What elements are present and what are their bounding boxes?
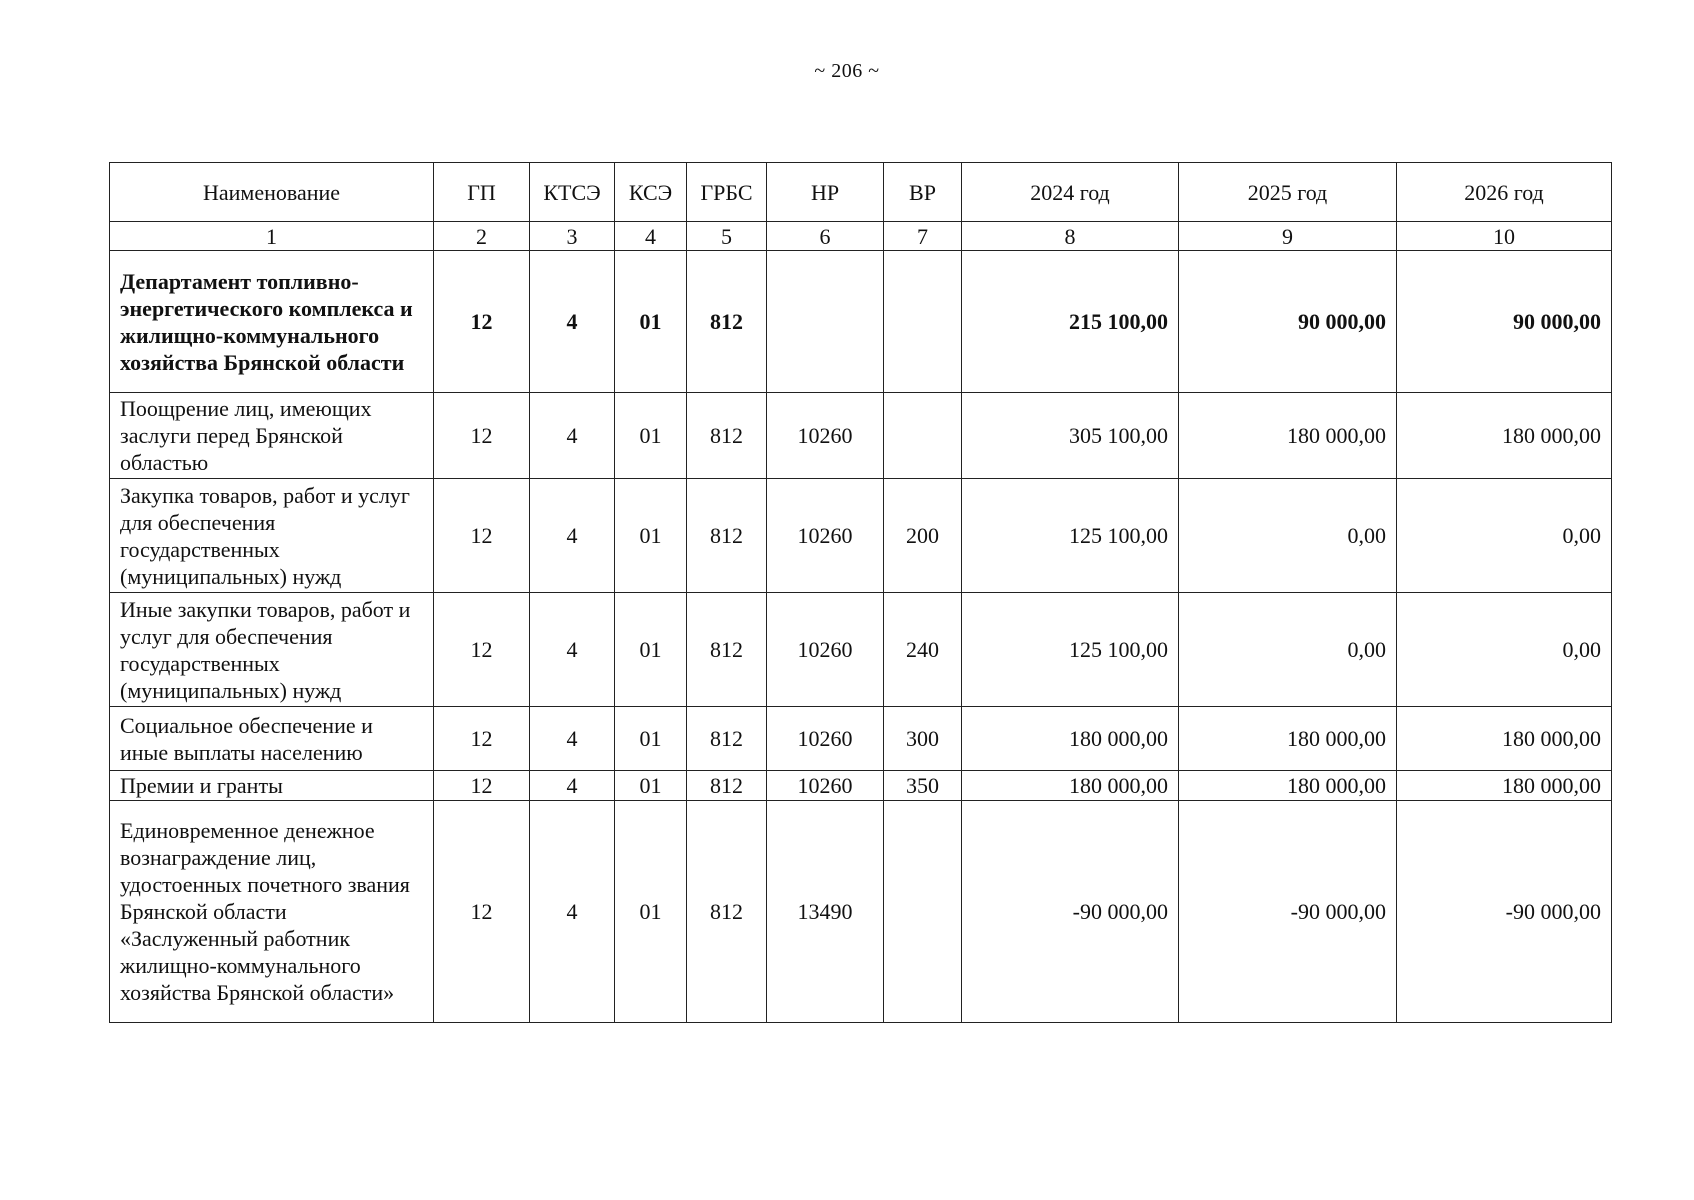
cell-2026: 0,00 — [1397, 593, 1612, 707]
cell-2025: 0,00 — [1179, 593, 1397, 707]
cell-vr: 200 — [884, 479, 962, 593]
cell-2024: 305 100,00 — [962, 393, 1179, 479]
table-row — [110, 801, 1612, 1023]
cell-2026: 180 000,00 — [1397, 707, 1612, 771]
cell-nr: 10260 — [767, 771, 884, 801]
column-number: 3 — [530, 222, 615, 251]
cell-ktse: 4 — [530, 393, 615, 479]
table-row — [110, 251, 1612, 393]
cell-2026: 180 000,00 — [1397, 393, 1612, 479]
cell-vr — [884, 393, 962, 479]
column-number: 6 — [767, 222, 884, 251]
cell-2024: 125 100,00 — [962, 479, 1179, 593]
cell-2025: 180 000,00 — [1179, 771, 1397, 801]
cell-nr: 13490 — [767, 801, 884, 1023]
cell-ktse: 4 — [530, 707, 615, 771]
cell-nr: 10260 — [767, 593, 884, 707]
budget-table — [109, 162, 1612, 1023]
column-number: 7 — [884, 222, 962, 251]
header-gp: ГП — [434, 163, 530, 222]
cell-kse: 01 — [615, 593, 687, 707]
table-row — [110, 479, 1612, 593]
cell-gp: 12 — [434, 593, 530, 707]
cell-vr — [884, 251, 962, 393]
cell-nr — [767, 251, 884, 393]
cell-gp: 12 — [434, 707, 530, 771]
cell-gp: 12 — [434, 801, 530, 1023]
header-name: Наименование — [110, 163, 434, 222]
cell-2024: 125 100,00 — [962, 593, 1179, 707]
cell-2024: 180 000,00 — [962, 707, 1179, 771]
cell-gp: 12 — [434, 771, 530, 801]
column-number: 10 — [1397, 222, 1612, 251]
column-number: 8 — [962, 222, 1179, 251]
cell-grbs: 812 — [687, 393, 767, 479]
header-kse: КСЭ — [615, 163, 687, 222]
cell-ktse: 4 — [530, 801, 615, 1023]
row-name: Единовременное денежное вознаграждение лиц, удостоенных почетного звания Брянской области «Заслуженный работник жилищно-коммунального хозяйства Брянской области» — [110, 801, 434, 1023]
cell-kse: 01 — [615, 707, 687, 771]
table-row — [110, 393, 1612, 479]
cell-kse: 01 — [615, 393, 687, 479]
cell-grbs: 812 — [687, 771, 767, 801]
cell-gp: 12 — [434, 393, 530, 479]
cell-vr: 300 — [884, 707, 962, 771]
cell-kse: 01 — [615, 771, 687, 801]
column-number: 9 — [1179, 222, 1397, 251]
cell-2025: 180 000,00 — [1179, 707, 1397, 771]
cell-ktse: 4 — [530, 593, 615, 707]
cell-kse: 01 — [615, 479, 687, 593]
cell-kse: 01 — [615, 251, 687, 393]
cell-grbs: 812 — [687, 479, 767, 593]
row-name: Иные закупки товаров, работ и услуг для обеспечения государственных (муниципальных) нужд — [110, 593, 434, 707]
cell-2025: 180 000,00 — [1179, 393, 1397, 479]
table-header-row — [110, 163, 1612, 222]
header-2024: 2024 год — [962, 163, 1179, 222]
page-number: ~ 206 ~ — [814, 60, 880, 82]
cell-gp: 12 — [434, 479, 530, 593]
header-2025: 2025 год — [1179, 163, 1397, 222]
cell-ktse: 4 — [530, 771, 615, 801]
cell-ktse: 4 — [530, 479, 615, 593]
cell-vr: 240 — [884, 593, 962, 707]
column-number: 5 — [687, 222, 767, 251]
cell-2025: -90 000,00 — [1179, 801, 1397, 1023]
cell-2025: 0,00 — [1179, 479, 1397, 593]
cell-2026: -90 000,00 — [1397, 801, 1612, 1023]
cell-2026: 90 000,00 — [1397, 251, 1612, 393]
cell-grbs: 812 — [687, 801, 767, 1023]
cell-vr: 350 — [884, 771, 962, 801]
header-ktse: КТСЭ — [530, 163, 615, 222]
table-row — [110, 707, 1612, 771]
cell-2025: 90 000,00 — [1179, 251, 1397, 393]
header-grbs: ГРБС — [687, 163, 767, 222]
row-name: Социальное обеспечение и иные выплаты населению — [110, 707, 434, 771]
row-name: Премии и гранты — [110, 771, 434, 801]
column-number: 4 — [615, 222, 687, 251]
cell-nr: 10260 — [767, 479, 884, 593]
cell-2026: 0,00 — [1397, 479, 1612, 593]
row-name: Поощрение лиц, имеющих заслуги перед Брянской областью — [110, 393, 434, 479]
cell-kse: 01 — [615, 801, 687, 1023]
cell-2024: -90 000,00 — [962, 801, 1179, 1023]
cell-ktse: 4 — [530, 251, 615, 393]
cell-2024: 215 100,00 — [962, 251, 1179, 393]
row-name: Департамент топливно-энергетического комплекса и жилищно-коммунального хозяйства Брянской области — [110, 251, 434, 393]
header-nr: НР — [767, 163, 884, 222]
header-vr: ВР — [884, 163, 962, 222]
cell-2026: 180 000,00 — [1397, 771, 1612, 801]
table-row — [110, 771, 1612, 801]
column-number: 1 — [110, 222, 434, 251]
column-number: 2 — [434, 222, 530, 251]
cell-2024: 180 000,00 — [962, 771, 1179, 801]
cell-vr — [884, 801, 962, 1023]
cell-grbs: 812 — [687, 707, 767, 771]
cell-grbs: 812 — [687, 251, 767, 393]
column-number-row — [110, 222, 1612, 251]
cell-grbs: 812 — [687, 593, 767, 707]
cell-nr: 10260 — [767, 393, 884, 479]
table-row — [110, 593, 1612, 707]
header-2026: 2026 год — [1397, 163, 1612, 222]
cell-gp: 12 — [434, 251, 530, 393]
row-name: Закупка товаров, работ и услуг для обеспечения государственных (муниципальных) нужд — [110, 479, 434, 593]
cell-nr: 10260 — [767, 707, 884, 771]
